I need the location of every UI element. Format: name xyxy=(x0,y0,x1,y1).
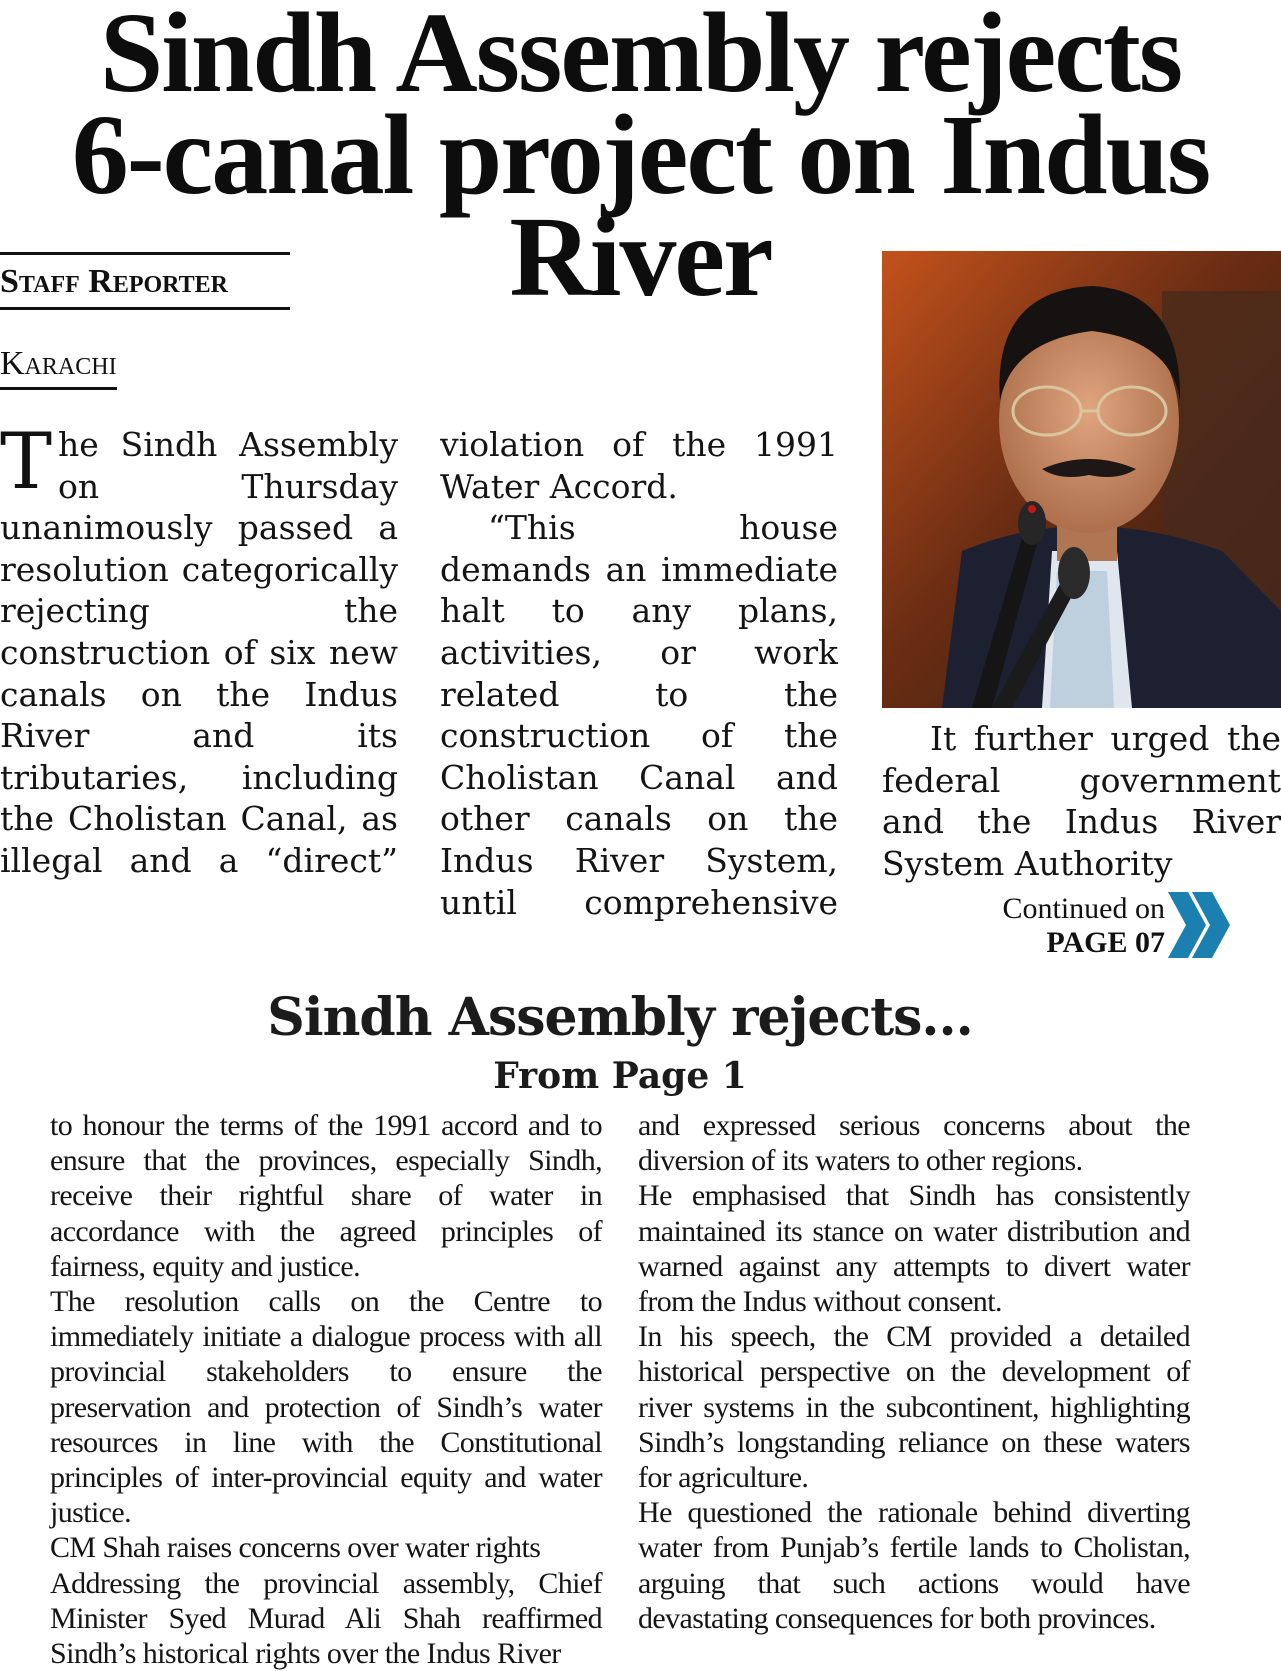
continued-label: Continued on xyxy=(1002,892,1165,925)
headline-line-2: 6-canal project on Indus River xyxy=(71,91,1210,320)
continuation-title: Sindh Assembly rejects... xyxy=(267,987,973,1048)
continuation-column-left xyxy=(50,1108,602,1671)
continuation-from-page: From Page 1 xyxy=(493,1055,747,1097)
continued-on-marker xyxy=(960,890,1280,962)
continuation-paragraph: He emphasised that Sindh has consistently maintained its stance on water distribution and warned against any attempts to divert water from the Indus without consent. xyxy=(638,1179,1190,1319)
article-flow xyxy=(0,424,398,944)
article-paragraph-1: The Sindh Assembly on Thursday unanimously passed a resolution categorically rejecting the construction of six new canals on the Indus River and its tributaries, including the Cholistan Canal, as illegal and a “direct” xyxy=(0,424,398,880)
portrait-illustration xyxy=(882,251,1281,708)
article-flow-continued: violation of the 1991 Water Accord. “This house demands an immediate halt to any plans, activities, or work related to the construction of the Cholistan Canal and other canals on the Indus River System, until comprehensive xyxy=(440,425,838,922)
continuation-subhead: CM Shah raises concerns over water rights xyxy=(50,1531,541,1565)
double-chevron-icon xyxy=(1166,890,1232,960)
article-column-3 xyxy=(882,718,1281,884)
byline: Staff Reporter xyxy=(0,252,290,310)
headline-line-1: Sindh Assembly rejects xyxy=(99,0,1182,116)
continuation-paragraph: to honour the terms of the 1991 accord and to ensure that the provinces, especially Sindh, receive their rightful share of water in accordance with the agreed principles of fairness, equity and justice. xyxy=(50,1109,602,1283)
continued-page: PAGE 07 xyxy=(1046,926,1165,959)
continuation-paragraph: The resolution calls on the Centre to immediately initiate a dialogue process with all provincial stakeholders to ensure the preservation and protection of Sindh’s water resources in line with the Constitutional principles of inter-provincial equity and water justice. xyxy=(50,1285,602,1530)
continuation-column-right xyxy=(638,1108,1190,1636)
drop-cap: T xyxy=(0,424,53,507)
article-column-2 xyxy=(440,258,838,964)
article-column-1 xyxy=(0,424,398,944)
continuation-paragraph: In his speech, the CM provided a detailed historical perspective on the development of river systems in the subcontinent, highlighting Sindh’s longstanding reliance on these waters for agriculture. xyxy=(638,1320,1190,1495)
dateline: Karachi xyxy=(0,343,117,390)
chief-minister-photo xyxy=(882,251,1281,708)
continuation-paragraph: Addressing the provincial assembly, Chief Minister Syed Murad Ali Shah reaffirmed Sindh’s historical rights over the Indus River xyxy=(50,1566,602,1671)
article-paragraph-3: It further urged the federal government and the Indus River System Authority xyxy=(882,719,1281,883)
continuation-paragraph: He questioned the rationale behind diverting water from Punjab’s fertile lands to Cholistan, arguing that such actions would have devastating consequences for both provinces. xyxy=(638,1496,1190,1635)
continuation-paragraph: and expressed serious concerns about the diversion of its waters to other regions. xyxy=(638,1109,1190,1178)
